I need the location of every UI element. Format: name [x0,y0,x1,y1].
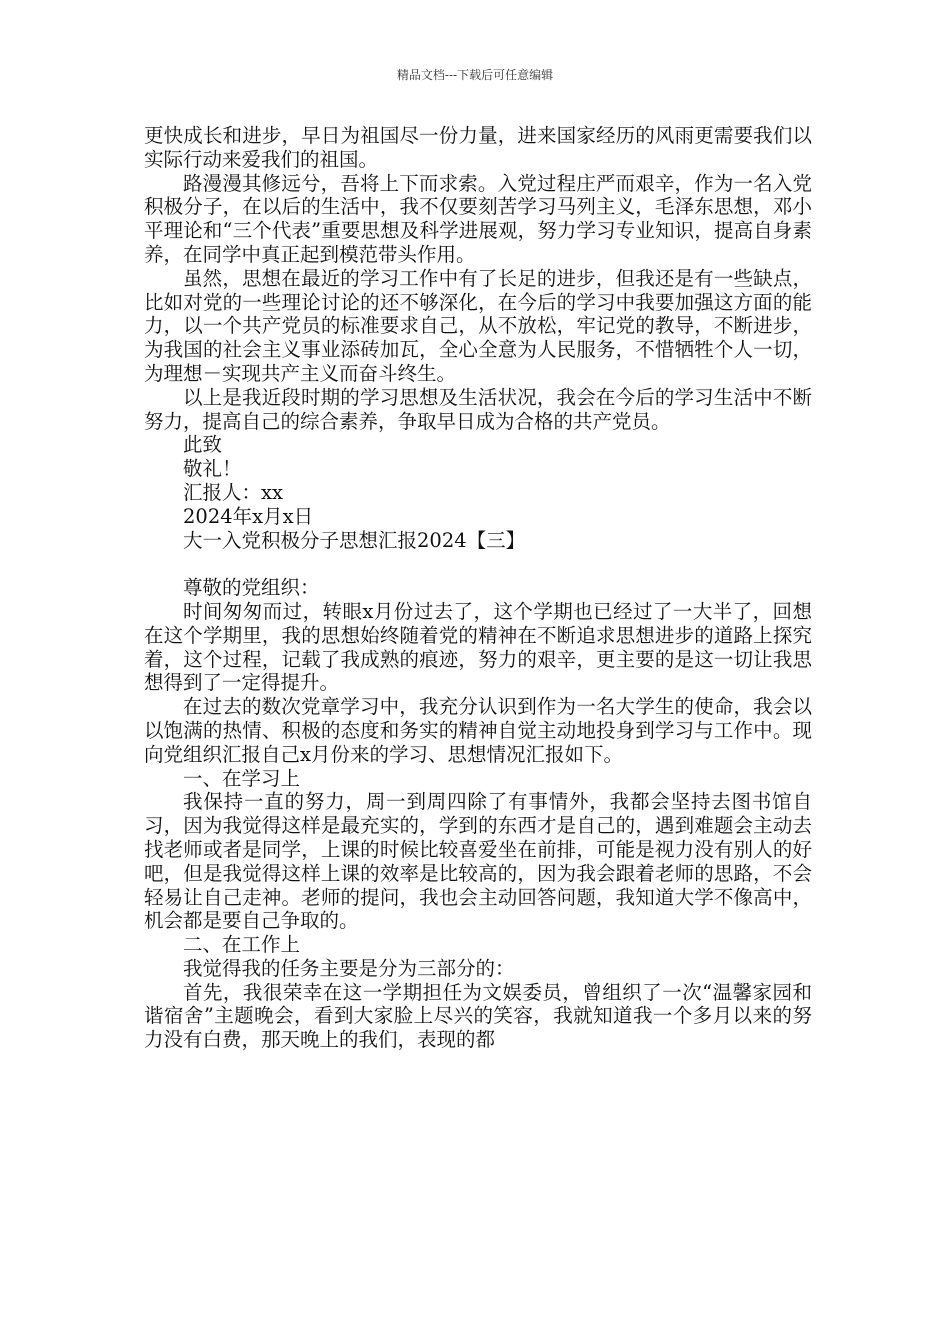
paragraph: 此致 [183,433,223,457]
paragraph: 虽然，思想在最近的学习工作中有了长足的进步，但我还是有一些缺点，比如对党的一些理论讨论的还不够深化，在今后的学习中我要加强这方面的能力，以一个共产党员的标准要求自己，从不放松，牢记党的教导，不断进步，为我国的社会主义事业添砖加瓦，全心全意为人民服务，不惜牺牲个人一切，为理想－实现共产主义而奋斗终生。 [144,266,812,385]
paragraph: 首先，我很荣幸在这一学期担任为文娱委员，曾组织了一次“温馨家园和谐宿舍”主题晚会，看到大家脸上尽兴的笑容，我就知道我一个多月以来的努力没有白费，那天晚上的我们，表现的都 [144,980,812,1052]
paragraph: 我保持一直的努力，周一到周四除了有事情外，我都会坚持去图书馆自习，因为我觉得这样是最充实的，学到的东西才是自己的，遇到难题会主动去找老师或者是同学，上课的时候比较喜爱坐在前排，可能是视力没有别人的好吧，但是我觉得这样上课的效率是比较高的，因为我会跟着老师的思路，不会轻易让自己走神。老师的提问，我也会主动回答问题，我知道大学不像高中，机会都是要自己争取的。 [144,790,812,933]
paragraph: 时间匆匆而过，转眼x月份过去了，这个学期也已经过了一大半了，回想在这个学期里，我的思想始终随着党的精神在不断追求思想进步的道路上探究着，这个过程，记载了我成熟的痕迹，努力的艰辛，更主要的是这一切让我思想得到了一定得提升。 [144,599,812,695]
paragraph: 更快成长和进步，早日为祖国尽一份力量，进来国家经历的风雨更需要我们以实际行动来爱我们的祖国。 [144,124,812,171]
paragraph: 尊敬的党组织： [183,576,320,600]
blank-line [144,552,812,576]
paragraph: 2024年x月x日 [183,504,314,528]
paragraph: 一、在学习上 [183,766,301,790]
paragraph: 二、在工作上 [183,933,301,957]
document-body [144,124,812,1052]
paragraph: 在过去的数次党章学习中，我充分认识到作为一名大学生的使命，我会以以饱满的热情、积极的态度和务实的精神自觉主动地投身到学习与工作中。现向党组织汇报自己x月份来的学习、思想情况汇报如下。 [144,695,812,766]
paragraph: 大一入党积极分子思想汇报2024【三】 [183,528,526,552]
paragraph: 汇报人：xx [183,480,283,504]
paragraph: 我觉得我的任务主要是分为三部分的： [183,956,515,980]
paragraph: 路漫漫其修远兮，吾将上下而求索。入党过程庄严而艰辛，作为一名入党积极分子，在以后的生活中，我不仅要刻苦学习马列主义，毛泽东思想，邓小平理论和“三个代表”重要思想及科学进展观，努力学习专业知识，提高自身素养，在同学中真正起到模范带头作用。 [144,171,812,266]
paragraph: 以上是我近段时期的学习思想及生活状况，我会在今后的学习生活中不断努力，提高自己的综合素养，争取早日成为合格的共产党员。 [144,385,812,433]
paragraph: 敬礼！ [183,457,242,481]
page-header: 精品文档---下载后可任意编辑 [396,68,554,82]
